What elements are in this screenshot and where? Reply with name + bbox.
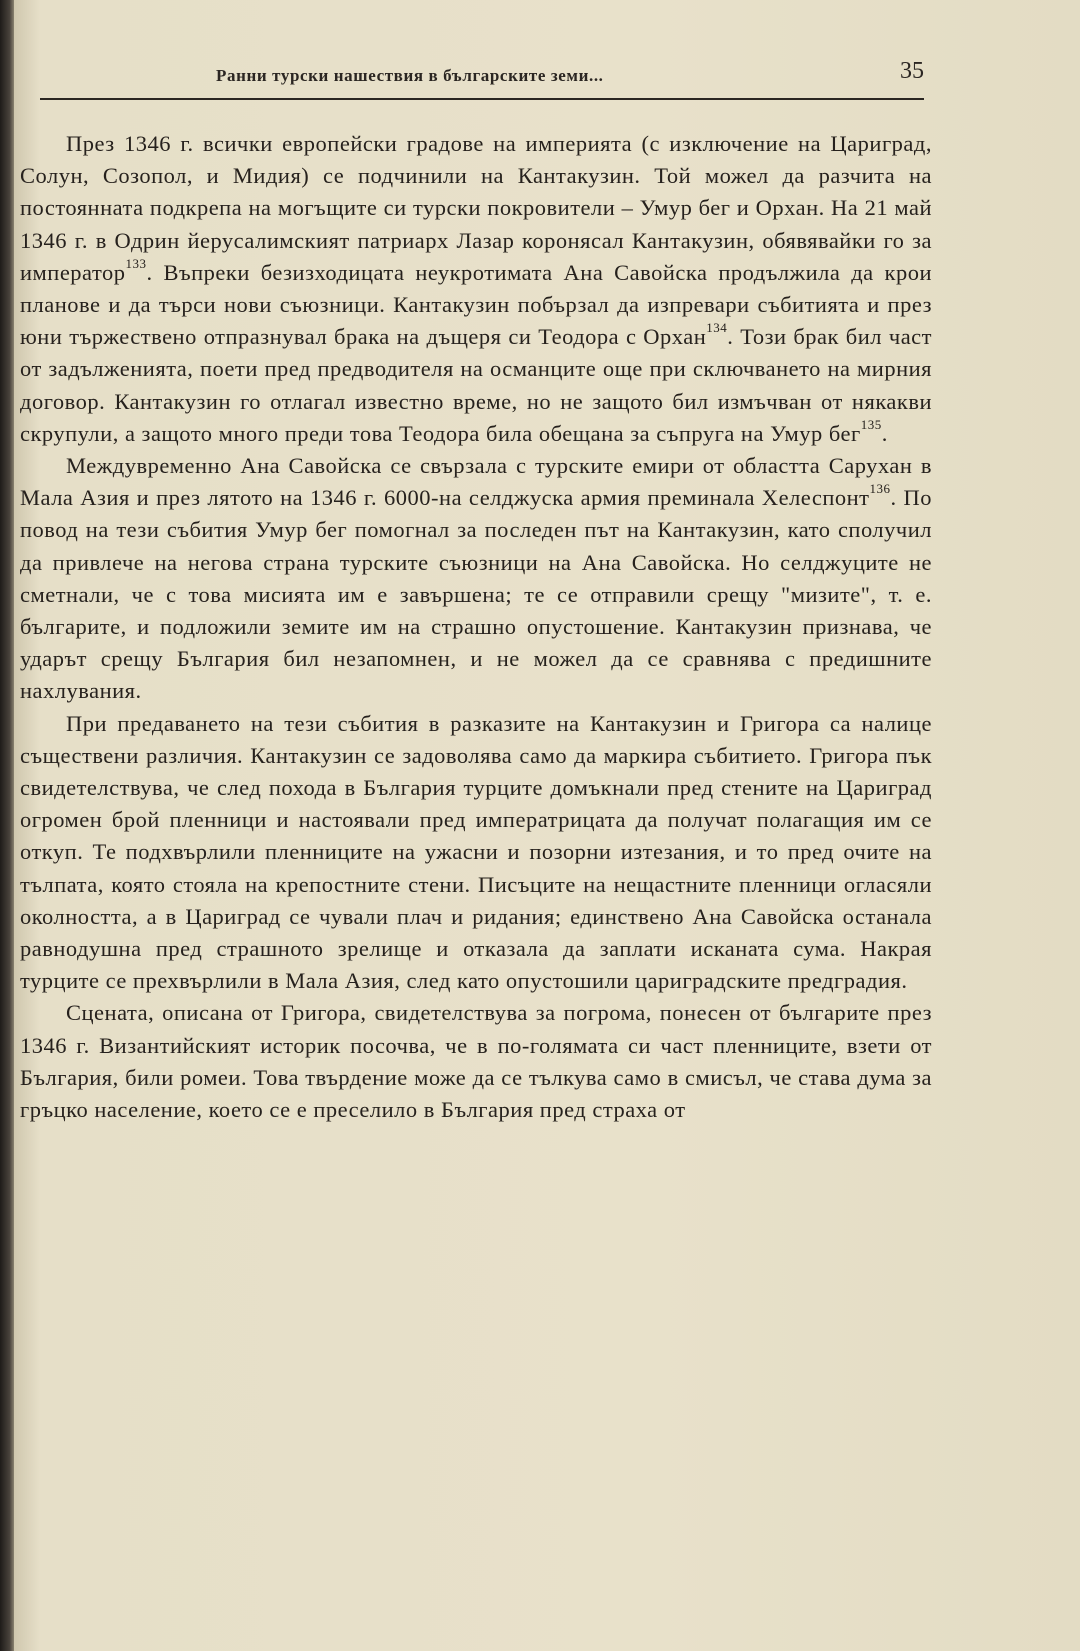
page-header <box>40 58 924 102</box>
body-text <box>20 128 932 1126</box>
footnote-ref-133: 133 <box>125 255 147 271</box>
running-head: Ранни турски нашествия в българските земи... <box>216 66 604 85</box>
paragraph-3: При предаването на тези събития в разказите на Кантакузин и Григора са налице съществени различия. Кантакузин се задоволява само да маркира събитието. Григора пък свидетелствува, че след похода в България турците домъкнали пред стените на Цариград огромен брой пленници и настоявали пред императрицата да получат полагащия им се откуп. Те подхвърлили пленниците на ужасни и позорни изтезания, и то пред очите на тълпата, която стояла на крепостните стени. Писъците на нещастните пленници огласяли околността, а в Цариград се чували плач и ридания; единствено Ана Савойска останала равнодушна пред страшното зрелище и отказала да заплати исканата сума. Накрая турците се прехвърлили в Мала Азия, след като опустошили цариградските предградия. <box>20 710 932 994</box>
paragraph-text: Междувременно Ана Савойска се свързала с турските емири от областта Сарухан в Мала Азия и през лятото на 1346 г. 6000-на селджуска армия преминала Хелеспонт <box>20 453 932 511</box>
header-rule <box>40 98 924 100</box>
paragraph-2 <box>20 450 932 708</box>
footnote-ref-135: 135 <box>860 416 882 432</box>
paragraph-text: . Въпреки безизходицата неукротимата Ана Савойска продължила да крои планове и да търси нови съюзници. Кантакузин побързал да изпревари събитията и през юни тържествено отпразнувал брака на дъщеря си Теодора с Орхан <box>20 259 932 350</box>
footnote-ref-134: 134 <box>706 320 728 336</box>
paragraph-text: . По повод на тези събития Умур бег помогнал за последен път на Кантакузин, като сполучил да привлече на негова страна турските съюзници на Ана Савойска. Но селджуците не сметнали, че с това мисията им е завършена; те се отправили срещу "мизите", т. е. българите, и подложили земите им на страшно опустошение. Кантакузин признава, че ударът срещу България бил незапомнен, и не можел да се сравнява с предишните нахлувания. <box>20 485 932 704</box>
book-spine-shadow <box>0 0 14 1651</box>
paragraph-1 <box>20 128 932 450</box>
paragraph-text: . <box>881 420 888 446</box>
paragraph-4: Сцената, описана от Григора, свидетелствува за погрома, понесен от българите през 1346 г. Византийският историк посочва, че в по-голямата си част пленниците, взети от България, били ромеи. Това твърдение може да се тълкува само в смисъл, че става дума за гръцко население, което се е преселило в България пред страха от <box>20 1000 932 1123</box>
paragraph-text: . Този брак бил част от задълженията, поети пред предводителя на османците още при сключването на мирния договор. Кантакузин го отлагал известно време, но не защото бил измъчван от някакви скрупули, а защото много преди това Теодора била обещана за съпруга на Умур бег <box>20 324 932 446</box>
paragraph-text: През 1346 г. всички европейски градове на империята (с изключение на Цариград, Солун, Созопол, и Мидия) се подчинили на Кантакузин. Той можел да разчита на постоянната подкрепа на могъщите си турски покровители – Умур бег и Орхан. На 21 май 1346 г. в Одрин йерусалимският патриарх Лазар коронясал Кантакузин, обявявайки го за император <box>20 131 932 285</box>
footnote-ref-136: 136 <box>869 481 891 497</box>
page-number: 35 <box>900 58 924 84</box>
